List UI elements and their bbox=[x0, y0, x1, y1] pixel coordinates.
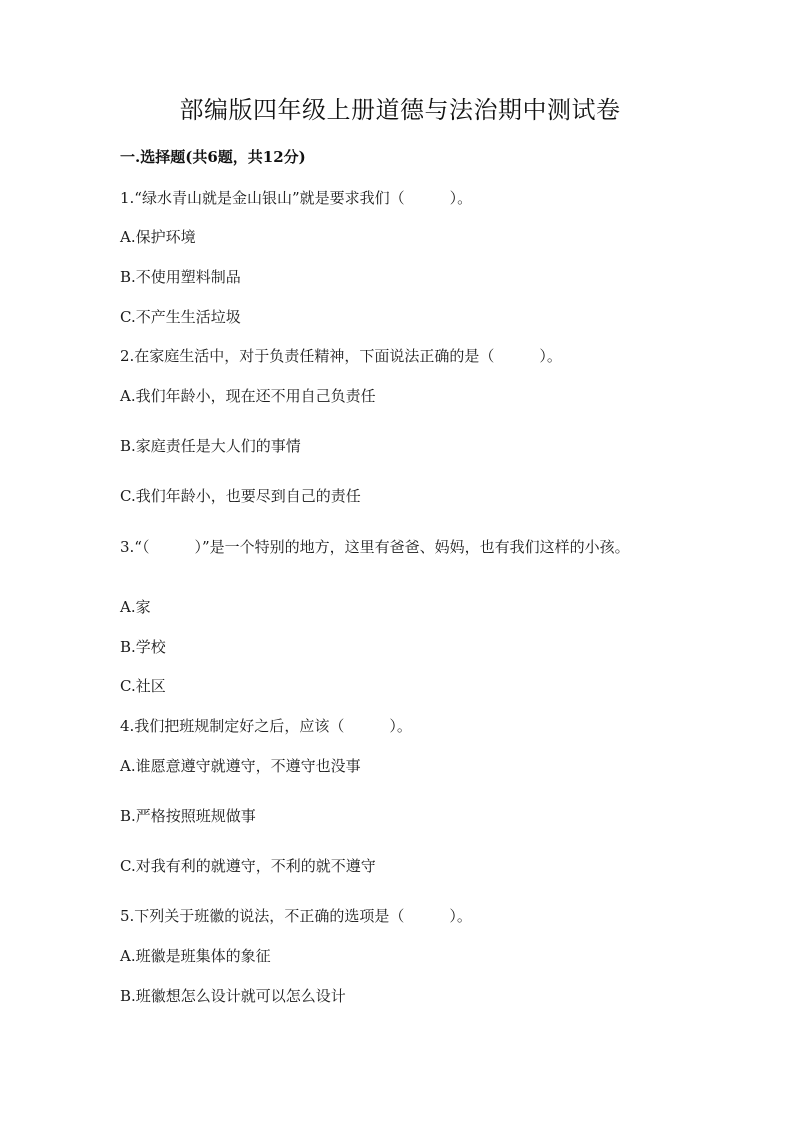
question-2-stem: 2.在家庭生活中，对于负责任精神，下面说法正确的是（ ）。 bbox=[120, 347, 562, 365]
page-title: 部编版四年级上册道德与法治期中测试卷 bbox=[179, 96, 621, 124]
question-3-option-a: A.家 bbox=[120, 598, 151, 616]
question-1-option-b: B.不使用塑料制品 bbox=[120, 268, 241, 286]
question-2-option-c: C.我们年龄小，也要尽到自己的责任 bbox=[120, 487, 361, 505]
question-3-option-b: B.学校 bbox=[120, 638, 166, 656]
question-5-option-a: A.班徽是班集体的象征 bbox=[120, 947, 271, 965]
question-4-stem: 4.我们把班规制定好之后，应该（ ）。 bbox=[120, 717, 412, 735]
section-heading: 一.选择题(共6题，共12分) bbox=[120, 148, 306, 166]
question-3-option-c: C.社区 bbox=[120, 677, 166, 695]
question-5-stem: 5.下列关于班徽的说法，不正确的选项是（ ）。 bbox=[120, 907, 472, 925]
question-2-option-a: A.我们年龄小，现在还不用自己负责任 bbox=[120, 387, 376, 405]
question-1-option-c: C.不产生生活垃圾 bbox=[120, 308, 241, 326]
question-4-option-c: C.对我有利的就遵守，不利的就不遵守 bbox=[120, 857, 376, 875]
question-1-stem: 1.“绿水青山就是金山银山”就是要求我们（ ）。 bbox=[120, 189, 473, 207]
question-1-option-a: A.保护环境 bbox=[120, 228, 196, 246]
question-5-option-b: B.班徽想怎么设计就可以怎么设计 bbox=[120, 987, 346, 1005]
question-3-stem: 3.“（ ）”是一个特别的地方，这里有爸爸、妈妈，也有我们这样的小孩。 bbox=[120, 538, 630, 556]
question-4-option-a: A.谁愿意遵守就遵守，不遵守也没事 bbox=[120, 757, 361, 775]
question-2-option-b: B.家庭责任是大人们的事情 bbox=[120, 437, 301, 455]
question-4-option-b: B.严格按照班规做事 bbox=[120, 807, 256, 825]
